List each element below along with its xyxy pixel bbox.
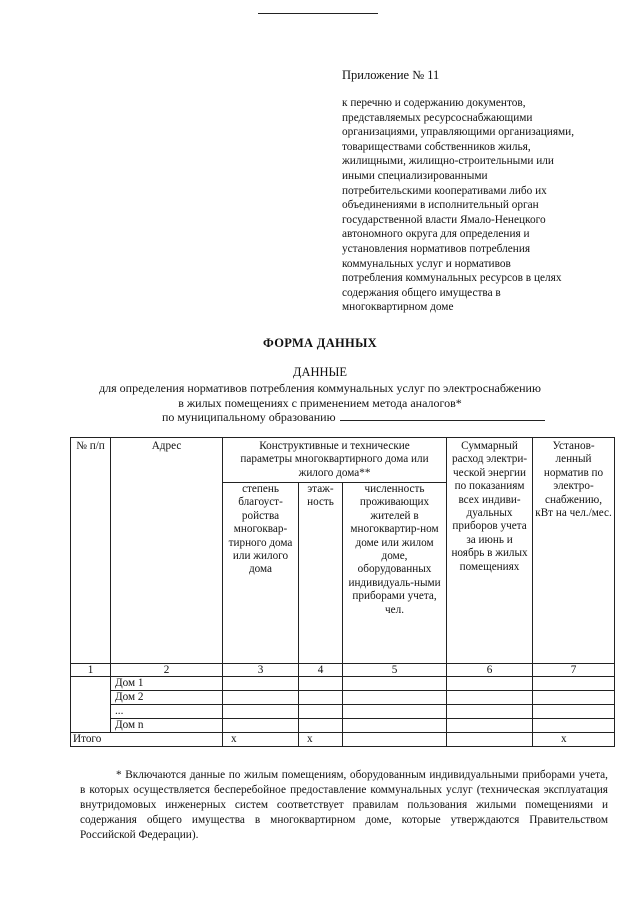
address-cell[interactable]: Дом 1: [111, 677, 223, 691]
cell[interactable]: [299, 691, 343, 705]
cell[interactable]: [299, 705, 343, 719]
data-subtitle: [0, 381, 640, 410]
cell[interactable]: [533, 677, 615, 691]
purpose-line: жилищными, жилищно-строительными или: [342, 155, 554, 168]
cell[interactable]: [447, 705, 533, 719]
header-consumption: Суммарный расход электри-ческой энергии по показаниям всех индиви-дуальных приборов учета за июнь и ноябрь в жилых помещениях: [447, 438, 533, 664]
cell[interactable]: [343, 733, 447, 747]
address-cell[interactable]: Дом 2: [111, 691, 223, 705]
cell[interactable]: [223, 719, 299, 733]
cell[interactable]: [223, 705, 299, 719]
appendix-label: Приложение № 11: [342, 68, 440, 82]
municipality-label: по муниципальному образованию: [162, 410, 336, 424]
address-cell[interactable]: Дом n: [111, 719, 223, 733]
footnote: [80, 768, 608, 843]
cell[interactable]: [299, 677, 343, 691]
cell[interactable]: [299, 719, 343, 733]
col-number: 5: [343, 664, 447, 677]
col-number: 6: [447, 664, 533, 677]
header-residents: численность проживающих жителей в многоквартир-ном доме или жилом доме, оборудованных индивидуаль-ными приборами учета, чел.: [343, 483, 447, 664]
purpose-line: потребительскими кооперативами либо их: [342, 184, 547, 197]
purpose-line: иными специализированными: [342, 169, 488, 182]
data-table: [70, 437, 615, 747]
cell[interactable]: [447, 719, 533, 733]
purpose-line: организациями, управляющими организациями,: [342, 126, 575, 139]
purpose-line: государственной власти Ямало-Ненецкого: [342, 213, 546, 226]
purpose-line: автономного округа для определения и: [342, 228, 530, 241]
subtitle-line-2: в жилых помещениях с применением метода аналогов*: [178, 395, 462, 410]
cell[interactable]: [71, 677, 111, 733]
cell[interactable]: [447, 733, 533, 747]
col-number: 7: [533, 664, 615, 677]
top-rule: [258, 13, 378, 14]
header-norm: Установ-ленный норматив по электро-снабжению, кВт на чел./мес.: [533, 438, 615, 664]
cell[interactable]: [343, 691, 447, 705]
col-number: 1: [71, 664, 111, 677]
cell[interactable]: [223, 677, 299, 691]
column-number-row: [71, 664, 615, 677]
col-number: 4: [299, 664, 343, 677]
purpose-line: содержания общего имущества в: [342, 286, 501, 299]
purpose-line: представляемых ресурсоснабжающими: [342, 111, 533, 124]
table-row: [71, 677, 615, 691]
purpose-line: объединениями в исполнительный орган: [342, 199, 539, 212]
subtitle-line-1: для определения нормативов потребления коммунальных услуг по электроснабжению: [99, 381, 541, 395]
purpose-line: многоквартирном доме: [342, 301, 454, 314]
table-row: [71, 705, 615, 719]
col-number: 3: [223, 664, 299, 677]
municipality-line: [162, 409, 545, 425]
appendix-purpose: [342, 96, 632, 315]
cell[interactable]: [533, 691, 615, 705]
header-floors: этаж-ность: [299, 483, 343, 664]
header-params: Конструктивные и технические параметры многоквартирного дома или жилого дома**: [223, 438, 447, 483]
total-row: [71, 733, 615, 747]
table-row: [71, 691, 615, 705]
form-title: ФОРМА ДАННЫХ: [263, 336, 377, 350]
header-num: № п/п: [71, 438, 111, 664]
cell[interactable]: [447, 677, 533, 691]
x-mark: х: [299, 733, 343, 747]
cell[interactable]: [223, 691, 299, 705]
address-cell[interactable]: ...: [111, 705, 223, 719]
col-number: 2: [111, 664, 223, 677]
header-address: Адрес: [111, 438, 223, 664]
table-row: [71, 719, 615, 733]
municipality-blank[interactable]: [340, 409, 545, 421]
purpose-line: товариществами собственников жилья,: [342, 140, 531, 153]
total-label: Итого: [71, 733, 223, 747]
cell[interactable]: [343, 705, 447, 719]
cell[interactable]: [533, 719, 615, 733]
purpose-line: коммунальных услуг и нормативов: [342, 257, 511, 270]
x-mark: х: [223, 733, 299, 747]
purpose-line: к перечню и содержанию документов,: [342, 97, 526, 109]
header-amenity: степень благоуст-ройства многоквар-тирного дома или жилого дома: [223, 483, 299, 664]
cell[interactable]: [447, 691, 533, 705]
cell[interactable]: [343, 719, 447, 733]
cell[interactable]: [343, 677, 447, 691]
cell[interactable]: [533, 705, 615, 719]
data-title: ДАННЫЕ: [292, 365, 348, 379]
purpose-line: потребления коммунальных ресурсов в целях: [342, 272, 562, 285]
purpose-line: установления нормативов потребления: [342, 242, 531, 255]
x-mark: х: [533, 733, 615, 747]
footnote-text: * Включаются данные по жилым помещениям, оборудованным индивидуальными приборами учета, в которых осуществляется бесперебойное предоставление коммунальных услуг (техническая эксплуатация внутридомовых инженерных систем соответствует правилам пользования жилыми помещениями и содержания общего имущества в многоквартирном доме, которые утверждаются Правительством Российской Федерации).: [80, 769, 608, 841]
